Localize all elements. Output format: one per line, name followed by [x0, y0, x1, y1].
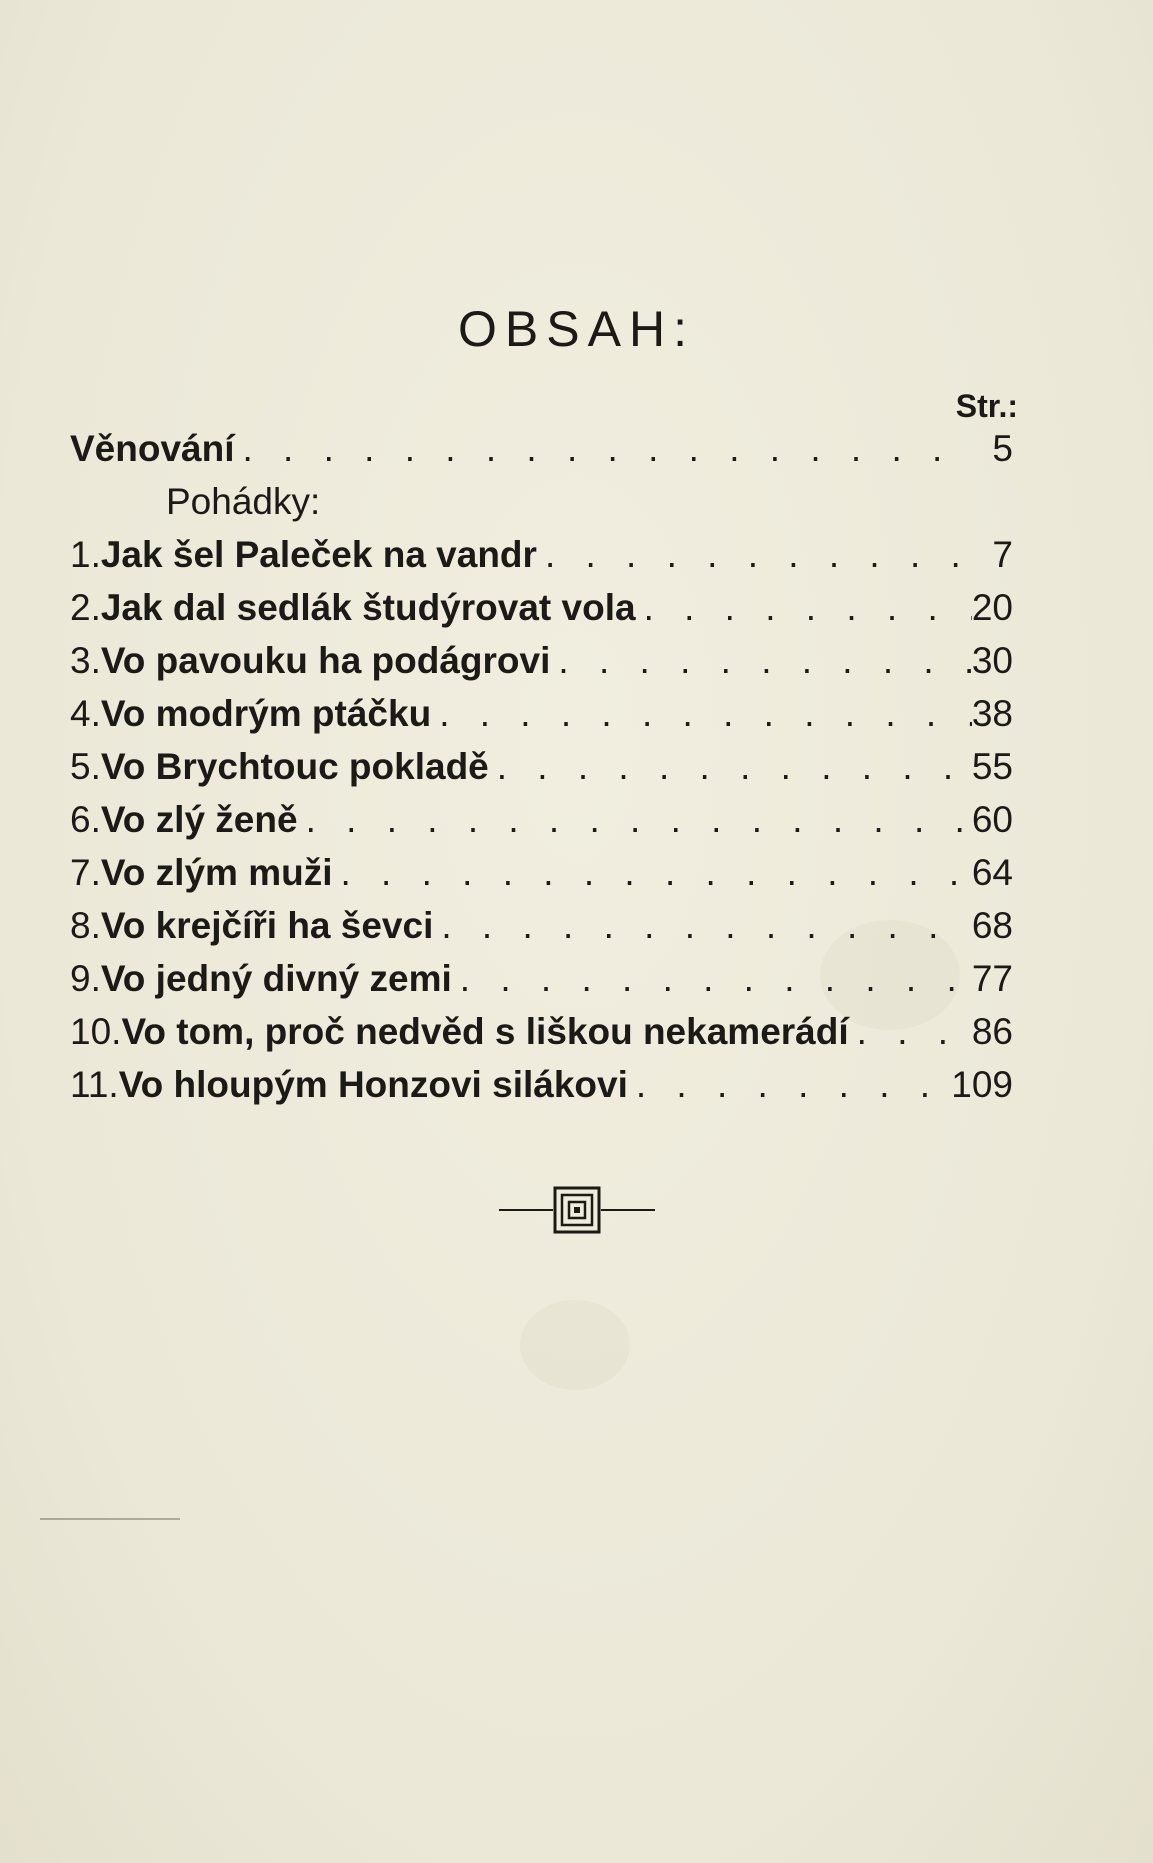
toc-row — [70, 1011, 1013, 1064]
toc-row — [70, 799, 1013, 852]
toc-row — [70, 534, 1013, 587]
toc-row — [70, 746, 1013, 799]
toc-leader-dots — [433, 905, 971, 947]
toc-page-number: 86 — [971, 1011, 1013, 1052]
toc-entry-title: Vo zlým muži — [100, 852, 333, 893]
toc-entry-number: 3. — [70, 640, 101, 681]
toc-entry-title: Vo jedný divný zemi — [100, 958, 452, 999]
toc-page-number: 68 — [971, 905, 1013, 946]
toc-section-label — [70, 481, 1013, 534]
toc-entry-title: Jak šel Paleček na vandr — [100, 534, 537, 575]
toc-entry-number: 2. — [70, 587, 101, 628]
toc-page-number: 30 — [971, 640, 1013, 681]
page-edge-mark — [40, 1518, 180, 1520]
toc-page-number: 38 — [971, 693, 1013, 734]
page-column-label: Str.: — [955, 388, 1018, 424]
section-label-text: Pohádky: — [166, 481, 321, 522]
toc-entry-number: 8. — [70, 905, 101, 946]
toc-page-number: 64 — [971, 852, 1013, 893]
square-spiral-ornament-icon — [497, 1185, 657, 1235]
toc-row — [70, 1064, 1013, 1117]
toc-entry-title: Vo tom, proč nedvěd s liškou nekamerádí — [121, 1011, 849, 1052]
toc-row — [70, 852, 1013, 905]
toc-row — [70, 693, 1013, 746]
toc-row — [70, 587, 1013, 640]
toc-entry-title: Věnování — [70, 428, 235, 469]
toc-entry-number: 1. — [70, 534, 101, 575]
toc-entry-number: 6. — [70, 799, 101, 840]
toc-leader-dots — [537, 534, 973, 576]
toc-leader-dots — [849, 1011, 972, 1053]
toc-leader-dots — [298, 799, 972, 841]
toc-leader-dots — [431, 693, 972, 735]
toc-leader-dots — [235, 428, 974, 470]
page-title: OBSAH: — [458, 301, 695, 357]
toc-entry-title: Vo zlý ženě — [100, 799, 298, 840]
toc-leader-dots — [333, 852, 972, 894]
table-of-contents — [70, 428, 1013, 1117]
toc-entry-title: Vo krejčíři ha ševci — [100, 905, 434, 946]
toc-page-number: 60 — [971, 799, 1013, 840]
toc-leader-dots — [452, 958, 972, 1000]
toc-entries — [70, 534, 1013, 1117]
toc-entry-title: Vo hloupým Honzovi silákovi — [118, 1064, 628, 1105]
toc-page-number: 20 — [971, 587, 1013, 628]
toc-entry-number: 4. — [70, 693, 101, 734]
toc-leader-dots — [636, 587, 972, 629]
toc-page-number: 5 — [992, 428, 1013, 469]
toc-row — [70, 905, 1013, 958]
toc-entry-title: Jak dal sedlák študýrovat vola — [100, 587, 636, 628]
toc-leader-dots — [628, 1064, 951, 1106]
toc-entry-title: Vo Brychtouc pokladě — [100, 746, 489, 787]
toc-entry-title: Vo modrým ptáčku — [100, 693, 432, 734]
toc-page-number: 77 — [971, 958, 1013, 999]
toc-row — [70, 640, 1013, 693]
toc-leader-dots — [550, 640, 971, 682]
toc-entry-number: 5. — [70, 746, 101, 787]
toc-row-dedication — [70, 428, 1013, 481]
toc-entry-number: 10. — [70, 1011, 122, 1052]
toc-page-number: 109 — [951, 1064, 1013, 1105]
toc-page-number: 55 — [971, 746, 1013, 787]
toc-entry-number: 9. — [70, 958, 101, 999]
toc-entry-number: 11. — [70, 1064, 119, 1105]
toc-row — [70, 958, 1013, 1011]
toc-entry-number: 7. — [70, 852, 101, 893]
toc-leader-dots — [489, 746, 972, 788]
paper-stain — [520, 1300, 630, 1390]
toc-entry-title: Vo pavouku ha podágrovi — [100, 640, 551, 681]
toc-page-number: 7 — [992, 534, 1013, 575]
